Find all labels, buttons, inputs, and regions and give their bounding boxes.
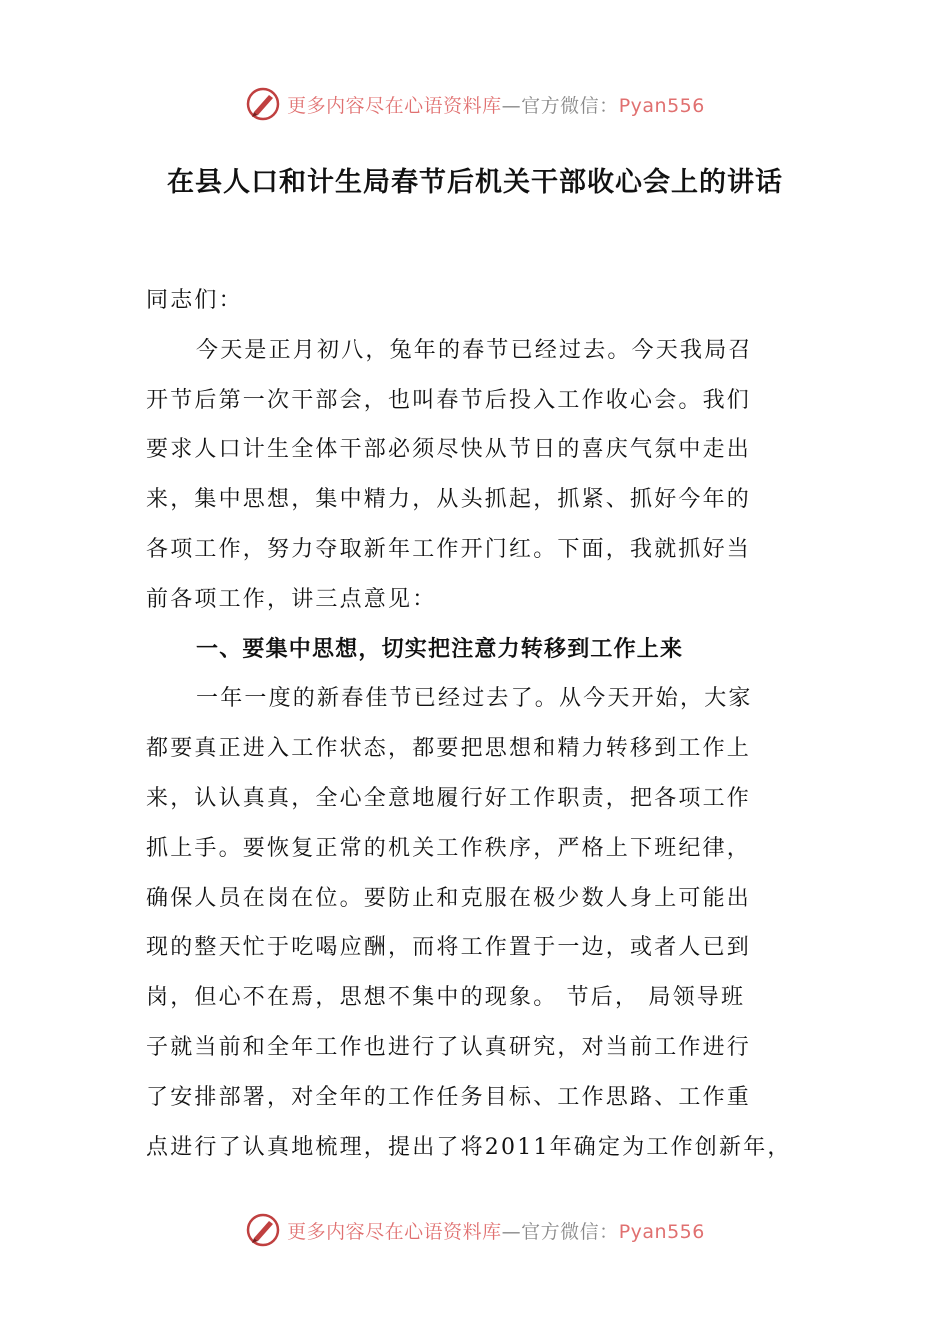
paragraph-line: 岗，但心不在焉，思想不集中的现象。 节后， 局领导班 [146, 985, 746, 1011]
section-heading: 一、要集中思想，切实把注意力转移到工作上来 [196, 636, 684, 662]
paragraph-line: 现的整天忙于吃喝应酬，而将工作置于一边，或者人已到 [146, 935, 752, 961]
watermark-banner-bottom [0, 1210, 950, 1250]
paragraph-line: 要求人口计生全体干部必须尽快从节日的喜庆气氛中走出 [146, 437, 752, 463]
paragraph-line: 来，认认真真，全心全意地履行好工作职责，把各项工作 [146, 785, 752, 811]
paragraph-line: 都要真正进入工作状态，都要把思想和精力转移到工作上 [146, 736, 752, 762]
watermark-text [287, 1217, 705, 1244]
watermark-id-text: Pyan556 [618, 1220, 705, 1243]
pen-in-circle-icon [245, 86, 281, 122]
paragraph-line: 子就当前和全年工作也进行了认真研究，对当前工作进行 [146, 1034, 752, 1060]
document-body [146, 276, 806, 1172]
watermark-text [287, 91, 705, 118]
paragraph-line: 一年一度的新春佳节已经过去了。从今天开始，大家 [196, 686, 753, 712]
watermark-grey-text: —官方微信： [501, 94, 619, 117]
watermark-banner-top [0, 84, 950, 124]
paragraph-line: 前各项工作，讲三点意见： [146, 586, 437, 612]
paragraph-line: 来，集中思想，集中精力，从头抓起，抓紧、抓好今年的 [146, 487, 752, 513]
paragraph-line: 开节后第一次干部会，也叫春节后投入工作收心会。我们 [146, 387, 752, 413]
paragraph-line: 抓上手。要恢复正常的机关工作秩序，严格上下班纪律， [146, 835, 752, 861]
watermark-grey-text: —官方微信： [501, 1220, 619, 1243]
paragraph-line: 今天是正月初八，兔年的春节已经过去。今天我局召 [196, 337, 753, 363]
pen-in-circle-icon [245, 1212, 281, 1248]
paragraph-line: 点进行了认真地梳理，提出了将2011年确定为工作创新年， [146, 1134, 792, 1160]
paragraph-line: 了安排部署，对全年的工作任务目标、工作思路、工作重 [146, 1084, 752, 1110]
paragraph-line: 各项工作，努力夺取新年工作开门红。下面，我就抓好当 [146, 536, 752, 562]
watermark-id-text: Pyan556 [618, 94, 705, 117]
salutation-line: 同志们： [146, 288, 243, 313]
watermark-pink-text: 更多内容尽在心语资料库 [287, 94, 502, 117]
watermark-pink-text: 更多内容尽在心语资料库 [287, 1220, 502, 1243]
document-title: 在县人口和计生局春节后机关干部收心会上的讲话 [167, 167, 783, 198]
paragraph-line: 确保人员在岗在位。要防止和克服在极少数人身上可能出 [146, 885, 752, 911]
